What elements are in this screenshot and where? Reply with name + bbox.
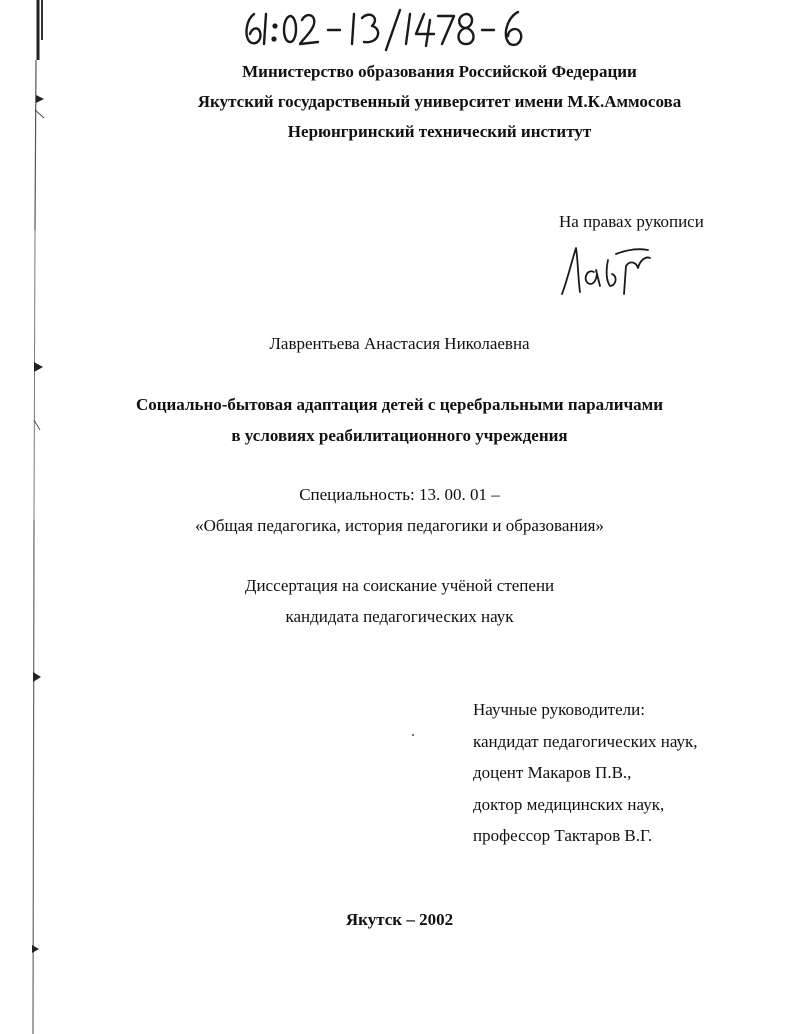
institute-heading: Нерюнгринский технический институт	[287, 122, 592, 141]
signature	[556, 238, 652, 298]
degree-line1: Диссертация на соискание учёной степени	[244, 576, 555, 595]
author-name: Лаврентьева Анастасия Николаевна	[269, 334, 530, 353]
specialty-line2: «Общая педагогика, история педагогики и образования»	[195, 516, 604, 535]
degree-line2: кандидата педагогических наук	[285, 607, 514, 626]
supervisors-heading: Научные руководители:	[473, 700, 645, 719]
supervisor-line: доцент Макаров П.В.,	[473, 763, 632, 782]
handwritten-archive-code	[240, 6, 540, 52]
dissertation-title-line2: в условиях реабилитационного учреждения	[231, 426, 568, 445]
dissertation-title-line1: Социально-бытовая адаптация детей с церебральными параличами	[135, 395, 664, 414]
supervisors-block	[473, 694, 698, 852]
supervisor-line: кандидат педагогических наук,	[473, 731, 698, 751]
supervisor-line: доктор медицинских наук,	[473, 794, 665, 814]
city-year: Якутск – 2002	[345, 910, 454, 929]
ministry-heading: Министерство образования Российской Федерации	[242, 62, 637, 81]
scan-speck	[412, 734, 414, 736]
rights-note: На правах рукописи	[559, 212, 704, 231]
university-heading: Якутский государственный университет имени М.К.Аммосова	[197, 92, 682, 111]
specialty-line1: Специальность: 13. 00. 01 –	[299, 485, 500, 504]
supervisor-line: профессор Тактаров В.Г.	[473, 826, 653, 845]
